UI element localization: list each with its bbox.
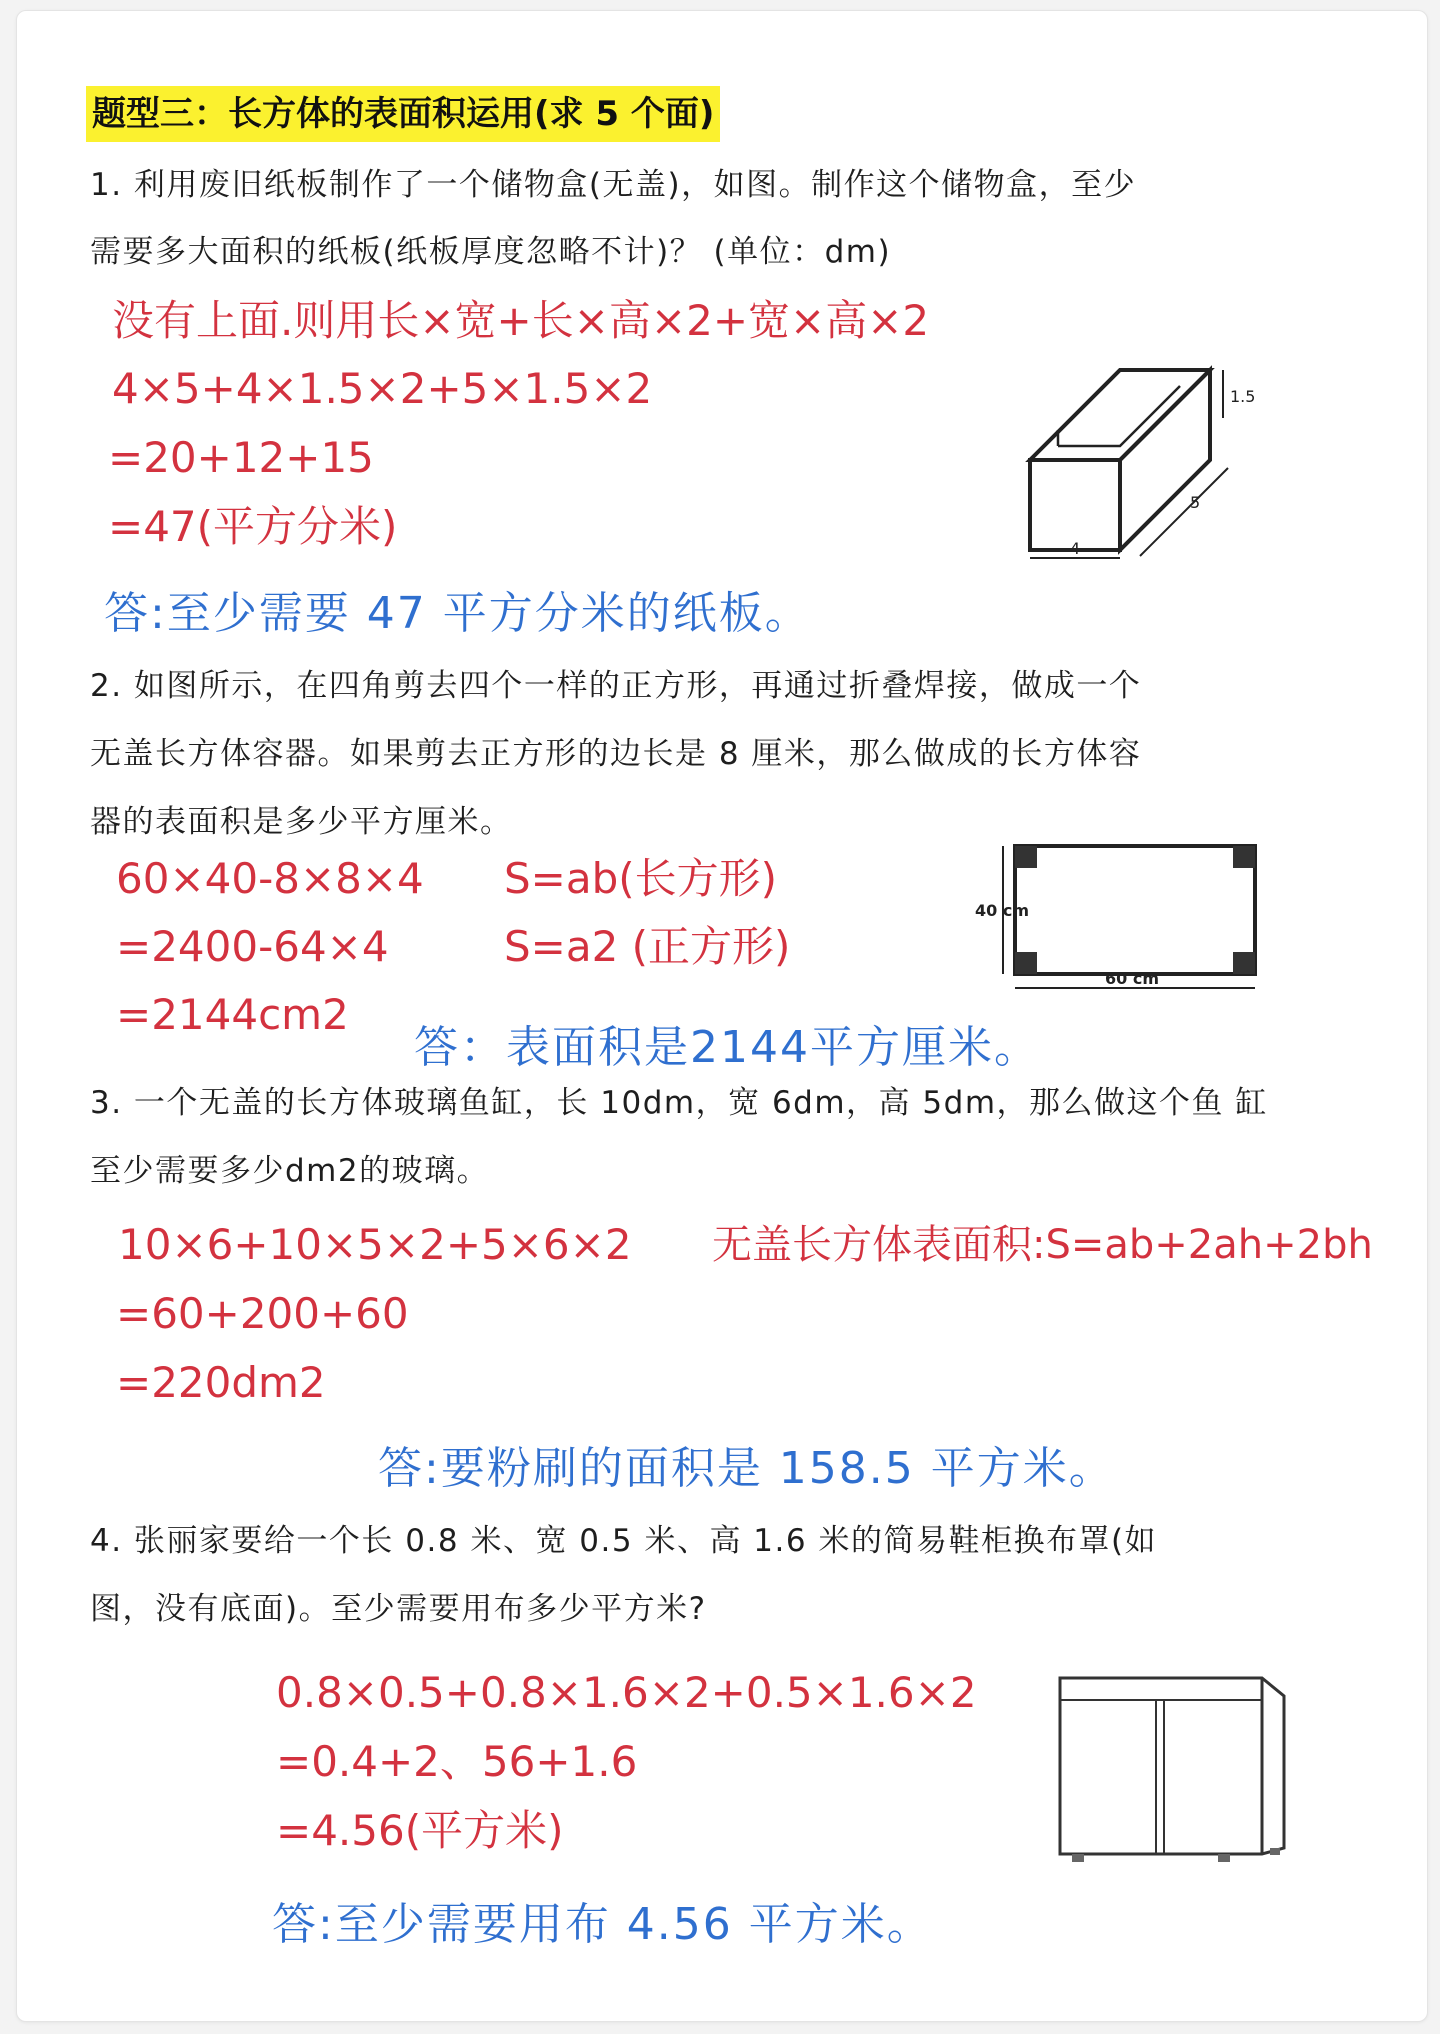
q3-work-line2: =60+200+60 (116, 1289, 409, 1338)
q2-work-line2: =2400-64×4 (116, 922, 389, 971)
q2-text-line3: 器的表面积是多少平方厘米。 (90, 804, 513, 840)
q1-height-label: 1.5 (1230, 387, 1256, 406)
q2-sheet-figure (975, 832, 1285, 1002)
q2-work-line3: =2144cm2 (116, 990, 349, 1039)
q1-width-label: 5 (1190, 493, 1201, 512)
q1-box-figure (1020, 360, 1280, 560)
q3-formula: 无盖长方体表面积:S=ab+2ah+2bh (712, 1222, 1373, 1268)
q1-text-line2: 需要多大面积的纸板(纸板厚度忽略不计)？ (单位：dm) (90, 234, 892, 270)
q1-length-label: 4 (1070, 539, 1081, 558)
q1-work-line1: 没有上面.则用长×宽+长×高×2+宽×高×2 (112, 296, 930, 345)
q4-cabinet-figure (1048, 1670, 1298, 1870)
q2-work-line1: 60×40-8×8×4 (116, 854, 424, 903)
q4-text-line1: 4. 张丽家要给一个长 0.8 米、宽 0.5 米、高 1.6 米的简易鞋柜换布罩(如 (90, 1523, 1158, 1559)
q3-work-line3: =220dm2 (116, 1358, 326, 1407)
q2-length-label: 60 cm (1105, 969, 1159, 988)
q1-work-line4: =47(平方分米) (108, 502, 398, 551)
q4-answer: 答:至少需要用布 4.56 平方米。 (272, 1899, 933, 1950)
q3-answer: 答:要粉刷的面积是 158.5 平方米。 (378, 1443, 1115, 1494)
q2-formula-square: S=a2 (正方形) (504, 922, 791, 971)
q4-work-line1: 0.8×0.5+0.8×1.6×2+0.5×1.6×2 (276, 1668, 977, 1717)
q1-work-line2: 4×5+4×1.5×2+5×1.5×2 (112, 364, 653, 413)
q1-answer: 答:至少需要 47 平方分米的纸板。 (104, 588, 811, 639)
q2-text-line1: 2. 如图所示，在四角剪去四个一样的正方形，再通过折叠焊接，做成一个 (90, 668, 1142, 704)
q1-text-line1: 1. 利用废旧纸板制作了一个储物盒(无盖)，如图。制作这个储物盒，至少 (90, 167, 1137, 203)
q4-work-line2: =0.4+2、56+1.6 (276, 1737, 638, 1786)
section-title: 题型三：长方体的表面积运用(求 5 个面) (86, 86, 720, 142)
q3-text-line2: 至少需要多少dm2的玻璃。 (90, 1153, 490, 1189)
q3-text-line1: 3. 一个无盖的长方体玻璃鱼缸，长 10dm，宽 6dm，高 5dm，那么做这个鱼 缸 (90, 1085, 1268, 1121)
q1-work-line3: =20+12+15 (108, 433, 374, 482)
q2-answer: 答：表面积是2144平方厘米。 (414, 1022, 1040, 1073)
q3-work-line1: 10×6+10×5×2+5×6×2 (118, 1220, 632, 1269)
q2-height-label: 40 cm (975, 901, 1029, 920)
q2-formula-rect: S=ab(长方形) (504, 854, 778, 903)
q4-text-line2: 图，没有底面)。至少需要用布多少平方米? (90, 1591, 707, 1627)
q2-text-line2: 无盖长方体容器。如果剪去正方形的边长是 8 厘米，那么做成的长方体容 (90, 736, 1142, 772)
q4-work-line3: =4.56(平方米) (276, 1806, 564, 1855)
